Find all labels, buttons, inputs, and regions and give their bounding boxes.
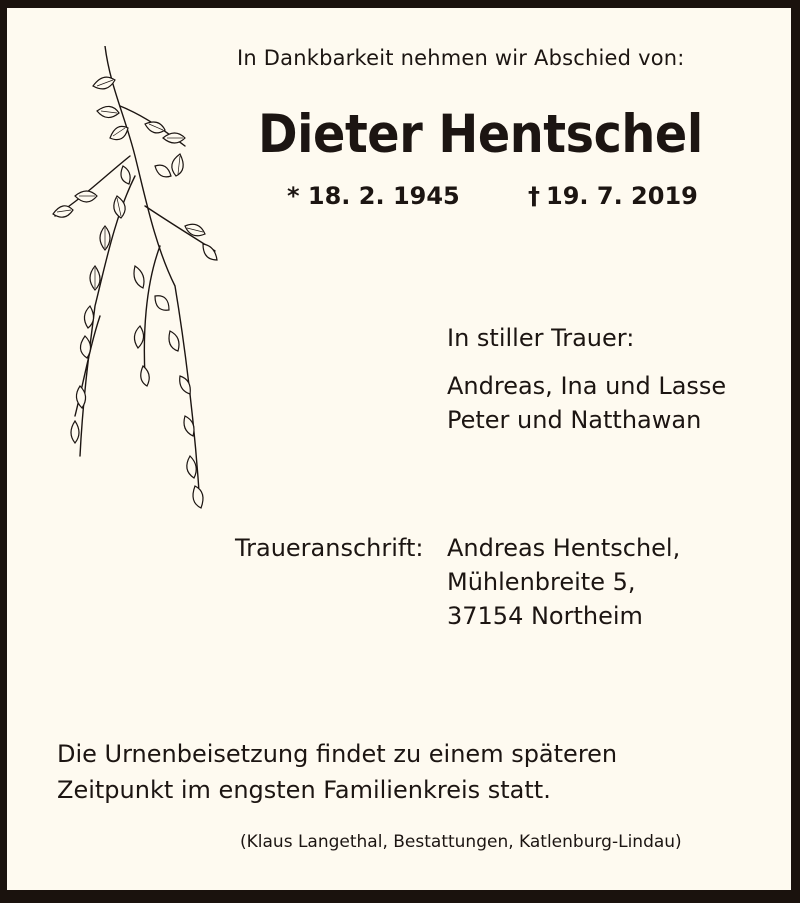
intro-text: In Dankbarkeit nehmen wir Abschied von: xyxy=(237,46,685,70)
address-label: Traueranschrift: xyxy=(235,534,424,562)
address-line: Andreas Hentschel, xyxy=(447,534,681,562)
mourner-line: Andreas, Ina und Lasse xyxy=(447,372,727,400)
cross-icon: † xyxy=(528,182,540,210)
deceased-name: Dieter Hentschel xyxy=(258,104,703,165)
death-date: 19. 7. 2019 xyxy=(546,182,698,210)
mourning-heading: In stiller Trauer: xyxy=(447,324,635,352)
burial-note-line: Zeitpunkt im engsten Familienkreis statt. xyxy=(57,776,551,804)
obituary-card xyxy=(7,8,791,890)
birch-branch-icon xyxy=(35,46,225,516)
funeral-home-credit: (Klaus Langethal, Bestattungen, Katlenburg-Lindau) xyxy=(240,832,682,852)
address-line: 37154 Northeim xyxy=(447,602,643,630)
burial-note-line: Die Urnenbeisetzung findet zu einem späteren xyxy=(57,740,618,768)
birth-date: * 18. 2. 1945 xyxy=(287,182,460,210)
address-line: Mühlenbreite 5, xyxy=(447,568,636,596)
mourner-line: Peter und Natthawan xyxy=(447,406,702,434)
death-date-line xyxy=(528,182,698,210)
